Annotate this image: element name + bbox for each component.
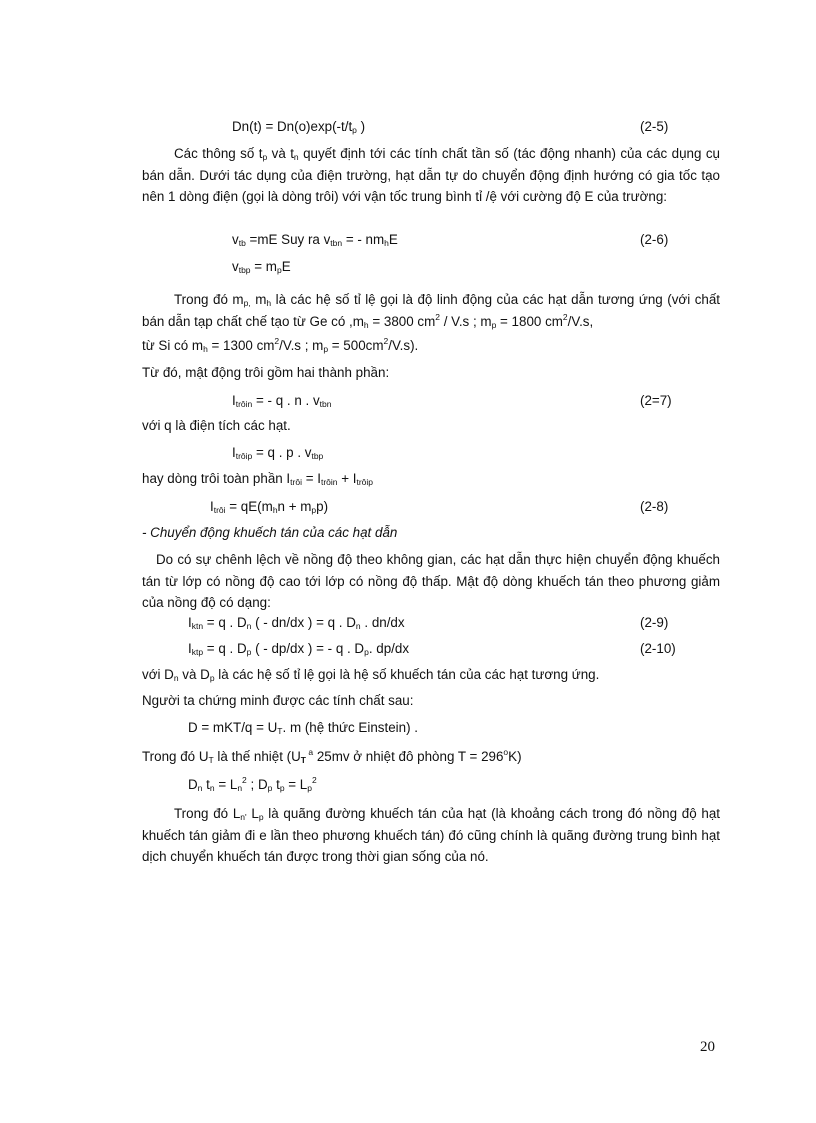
text: I xyxy=(188,615,192,630)
text: ; D xyxy=(246,777,268,792)
text: là thế nhiệt (U xyxy=(213,749,301,764)
subscript: p xyxy=(352,125,357,135)
text: / V.s ; m xyxy=(439,313,492,329)
text: /V.s). xyxy=(388,338,419,353)
page-number: 20 xyxy=(700,1039,715,1055)
text: Các thông số t xyxy=(174,146,263,161)
text: = 1800 cm xyxy=(496,313,563,329)
subscript: p xyxy=(262,152,268,162)
subscript: p xyxy=(491,319,497,330)
text: n + m xyxy=(277,499,312,514)
line-si-mobility xyxy=(142,337,418,355)
subscript: p xyxy=(276,265,282,275)
text: là các hệ số tỉ lệ gọi là độ linh động của các hạt dẫn tương ứng (với chất bán dẫn tạp chất chế tạo từ Ge có ,m xyxy=(142,292,721,329)
text: = - q . n . v xyxy=(252,393,320,408)
subscript: n xyxy=(197,783,203,793)
text: + I xyxy=(337,471,357,486)
line-total-drift xyxy=(142,470,373,488)
subscript: tbp xyxy=(311,451,324,461)
subscript: n' xyxy=(240,812,247,822)
text: . dp/dx xyxy=(368,641,410,656)
subscript: tbn xyxy=(330,238,343,248)
subscript: p xyxy=(209,673,215,683)
subscript: ktn xyxy=(191,621,204,631)
text: I xyxy=(188,641,192,656)
superscript: 2 xyxy=(274,336,280,346)
subscript: trôin xyxy=(320,477,338,487)
equation-einstein xyxy=(188,719,418,737)
superscript: 2 xyxy=(242,775,247,785)
equation-2-9 xyxy=(188,614,405,632)
subscript: h xyxy=(266,298,272,308)
subscript: p xyxy=(311,505,317,515)
text: hay dòng trôi toàn phần I xyxy=(142,471,291,486)
text: v xyxy=(232,232,239,247)
subscript: tbp xyxy=(238,265,251,275)
text: . m (hệ thức Einstein) . xyxy=(282,720,418,735)
equation-text: Dn(t) = Dn(o)exp(-t/t xyxy=(232,119,353,134)
text: = 3800 cm xyxy=(368,313,436,329)
equation-number-2-8: (2-8) xyxy=(640,499,669,514)
equation-itroip xyxy=(232,444,323,462)
line-proven: Người ta chứng minh được các tính chất sau: xyxy=(142,693,414,708)
text: = L xyxy=(284,777,308,792)
subscript: h xyxy=(384,238,389,248)
subscript: p, xyxy=(243,298,251,308)
text: với D xyxy=(142,667,174,682)
subscript: n xyxy=(237,783,243,793)
subscript: tb xyxy=(238,238,246,248)
text: m xyxy=(250,292,267,307)
text: = q . D xyxy=(203,641,247,656)
text: D xyxy=(188,777,198,792)
subscript: p xyxy=(364,647,369,657)
subscript: T xyxy=(300,755,306,765)
subscript: trôi xyxy=(213,505,226,515)
superscript: o xyxy=(503,747,509,757)
text: quyết định tới các tính chất tần số (tác động nhanh) của các dụng cụ bán dẫn. Dưới tác dụng của điện trường, hạt dẫn tự do chuyển động định hướng có gia tốc tạo nên 1 dòng điện (gọi là dòng trôi) với vận tốc trung bình tỉ /ệ với cường độ E của trường: xyxy=(142,146,720,204)
equation-2-6 xyxy=(232,231,398,249)
equation-number-2-9: (2-9) xyxy=(640,615,669,630)
subscript: p xyxy=(267,783,273,793)
text: và D xyxy=(178,667,210,682)
text: 25mv ở nhiệt đô phòng T = 296 xyxy=(313,749,504,764)
text: và t xyxy=(267,146,294,161)
subscript: n xyxy=(173,673,179,683)
subscript: h xyxy=(203,344,208,354)
subscript: ktp xyxy=(191,647,204,657)
text: từ Si có m xyxy=(142,338,204,353)
text: /V.s, xyxy=(567,313,594,329)
paragraph-diffusion: Do có sự chênh lệch về nồng độ theo không gian, các hạt dẫn thực hiện chuyển động khuếch tán từ lớp có nồng độ cao tới lớp có nồng độ thấp. Mật độ dòng khuếch tán theo phương giảm của nồng độ có dạng: xyxy=(142,552,720,610)
equation-number-2-7: (2=7) xyxy=(640,393,672,408)
paragraph-mobility xyxy=(142,289,720,332)
text: K) xyxy=(508,749,522,764)
text: I xyxy=(210,499,214,514)
subscript: T xyxy=(208,755,214,765)
equation-number-2-5: (2-5) xyxy=(640,119,669,134)
subscript: T xyxy=(277,726,283,736)
equation-number-2-6: (2-6) xyxy=(640,232,669,247)
text: I xyxy=(232,445,236,460)
text: = q . p . v xyxy=(252,445,312,460)
text: = 1300 cm xyxy=(207,338,275,353)
text: = m xyxy=(250,259,277,274)
subscript: p xyxy=(323,344,329,354)
subscript: p xyxy=(279,783,285,793)
text: E xyxy=(281,259,291,274)
text: = qE(m xyxy=(225,499,273,514)
equation-2-8 xyxy=(210,498,328,516)
text: = q . D xyxy=(203,615,247,630)
subscript: n xyxy=(246,621,252,631)
text: = - nm xyxy=(342,232,385,247)
paragraph-diffusion-length xyxy=(142,803,720,868)
superscript: 2 xyxy=(435,311,440,322)
superscript: 2 xyxy=(312,775,317,785)
equation-2-10 xyxy=(188,640,409,658)
text: = I xyxy=(301,471,321,486)
equation-2-5 xyxy=(232,118,365,136)
text: là quãng đường khuếch tán của hạt (là khoảng cách trong đó nồng độ hạt khuếch tán giảm đi e lần theo phương khuếch tán) đó cũng chính là quãng đường trung bình hạt dịch chuyển khuếch tán được trong thời gian sống của nó. xyxy=(142,806,721,864)
section-heading-diffusion: - Chuyển động khuếch tán của các hạt dẫn xyxy=(142,525,398,540)
subscript: n xyxy=(293,152,299,162)
text: t xyxy=(202,777,210,792)
superscript: 2 xyxy=(562,311,568,322)
text: Trong đó L xyxy=(174,806,241,821)
text: t xyxy=(272,777,280,792)
superscript: a xyxy=(306,747,314,757)
line-two-components: Từ đó, mật động trôi gồm hai thành phần: xyxy=(142,365,390,380)
text: ( - dp/dx ) = - q . D xyxy=(251,641,365,656)
line-charge: với q là điện tích các hạt. xyxy=(142,418,291,433)
subscript: n xyxy=(355,621,361,631)
subscript: trôin xyxy=(235,399,253,409)
subscript: trôip xyxy=(356,477,374,487)
text: I xyxy=(232,393,236,408)
subscript: trôip xyxy=(235,451,253,461)
subscript: tbn xyxy=(319,399,332,409)
text: L xyxy=(246,806,259,821)
equation-text: ) xyxy=(356,119,366,134)
equation-diffusion-length xyxy=(188,776,317,794)
subscript: trôi xyxy=(290,477,302,487)
text: v xyxy=(232,259,239,274)
paragraph-frequency xyxy=(142,143,720,208)
line-diffusion-coefficients xyxy=(142,666,599,684)
superscript: 2 xyxy=(383,336,389,346)
text: D = mKT/q = U xyxy=(188,720,278,735)
subscript: h xyxy=(272,505,278,515)
line-thermal-voltage xyxy=(142,748,522,766)
text: =mE Suy ra v xyxy=(245,232,331,247)
text: là các hệ số tỉ lệ gọi là hệ số khuếch tán của các hạt tương ứng. xyxy=(214,667,600,682)
text: p) xyxy=(316,499,329,514)
text: /V.s ; m xyxy=(279,338,324,353)
text: Trong đó m xyxy=(174,292,244,307)
text: E xyxy=(388,232,398,247)
subscript: n xyxy=(209,783,215,793)
text: = L xyxy=(214,777,238,792)
subscript: p xyxy=(307,783,312,793)
text: = 500cm xyxy=(328,338,384,353)
subscript: p xyxy=(258,812,264,822)
subscript: h xyxy=(363,319,369,330)
text: ( - dn/dx ) = q . D xyxy=(251,615,356,630)
subscript: p xyxy=(246,647,252,657)
equation-number-2-10: (2-10) xyxy=(640,641,676,656)
equation-vtbp xyxy=(232,258,291,276)
text: Trong đó U xyxy=(142,749,209,764)
text: . dn/dx xyxy=(360,615,405,630)
equation-itroin xyxy=(232,392,331,410)
